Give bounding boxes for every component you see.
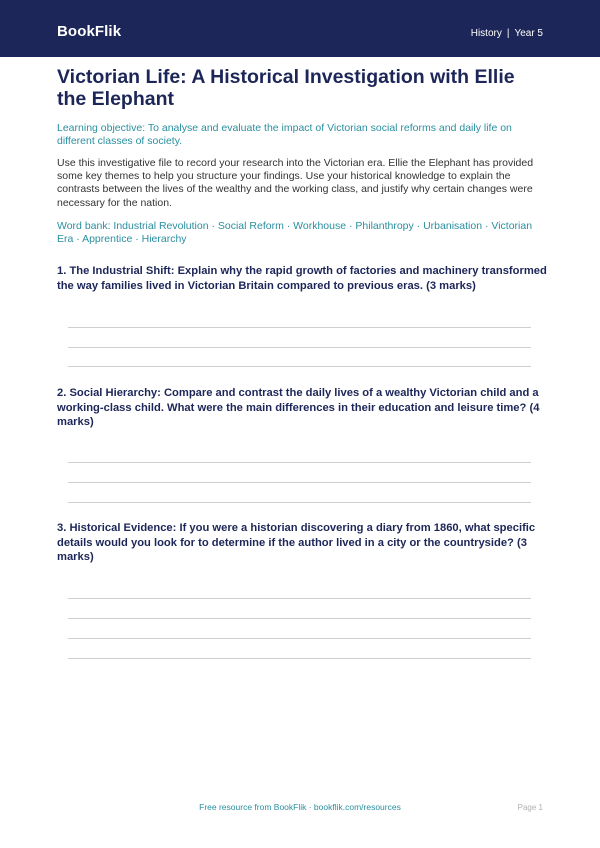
- answer-line[interactable]: [68, 618, 531, 619]
- answer-line[interactable]: [68, 598, 531, 599]
- answer-line[interactable]: [68, 462, 531, 463]
- footer-link[interactable]: Free resource from BookFlik · bookflik.com/resources: [199, 802, 401, 812]
- question-3: 3. Historical Evidence: If you were a historian discovering a diary from 1860, what specific details would you look for to determine if the author lived in a city or the countryside? (3 marks): [57, 522, 536, 563]
- answer-line[interactable]: [68, 366, 531, 367]
- answer-line[interactable]: [68, 327, 531, 328]
- meta-separator: |: [506, 28, 510, 39]
- question-2: 2. Social Hierarchy: Compare and contrast the daily lives of a wealthy Victorian child and a working-class child. What were the main differences in their education and leisure time? (4 marks): [57, 387, 540, 428]
- word-bank: Word bank: Industrial Revolution · Social Reform · Workhouse · Philanthropy · Urbanisation · Victorian Era · Apprentice · Hierarchy: [57, 220, 533, 246]
- year-label: Year 5: [514, 28, 543, 39]
- question-1: 1. The Industrial Shift: Explain why the rapid growth of factories and machinery transformed the way families lived in Victorian Britain compared to previous eras. (3 marks): [57, 265, 547, 292]
- page-number: Page 1: [517, 803, 543, 812]
- answer-line[interactable]: [68, 658, 531, 659]
- learning-objective: Learning objective: To analyse and evaluate the impact of Victorian social reforms and daily life on different classes of society.: [57, 122, 512, 147]
- answer-line[interactable]: [68, 482, 531, 483]
- answer-line[interactable]: [68, 347, 531, 348]
- subject-label: History: [470, 28, 502, 39]
- answer-line[interactable]: [68, 638, 531, 639]
- intro-text: Use this investigative file to record your research into the Victorian era. Ellie the Elephant has provided some key themes to help you structure your findings. Use your historical knowledge to explain the contrasts between the lives of the wealthy and the working class, and justify why certain changes were necessary for the nation.: [57, 157, 534, 209]
- brand-logo[interactable]: BookFlik: [57, 23, 122, 40]
- page-header: [0, 0, 600, 57]
- worksheet-title: Victorian Life: A Historical Investigation with Ellie the Elephant: [57, 66, 515, 110]
- header-meta: [471, 28, 543, 39]
- answer-line[interactable]: [68, 502, 531, 503]
